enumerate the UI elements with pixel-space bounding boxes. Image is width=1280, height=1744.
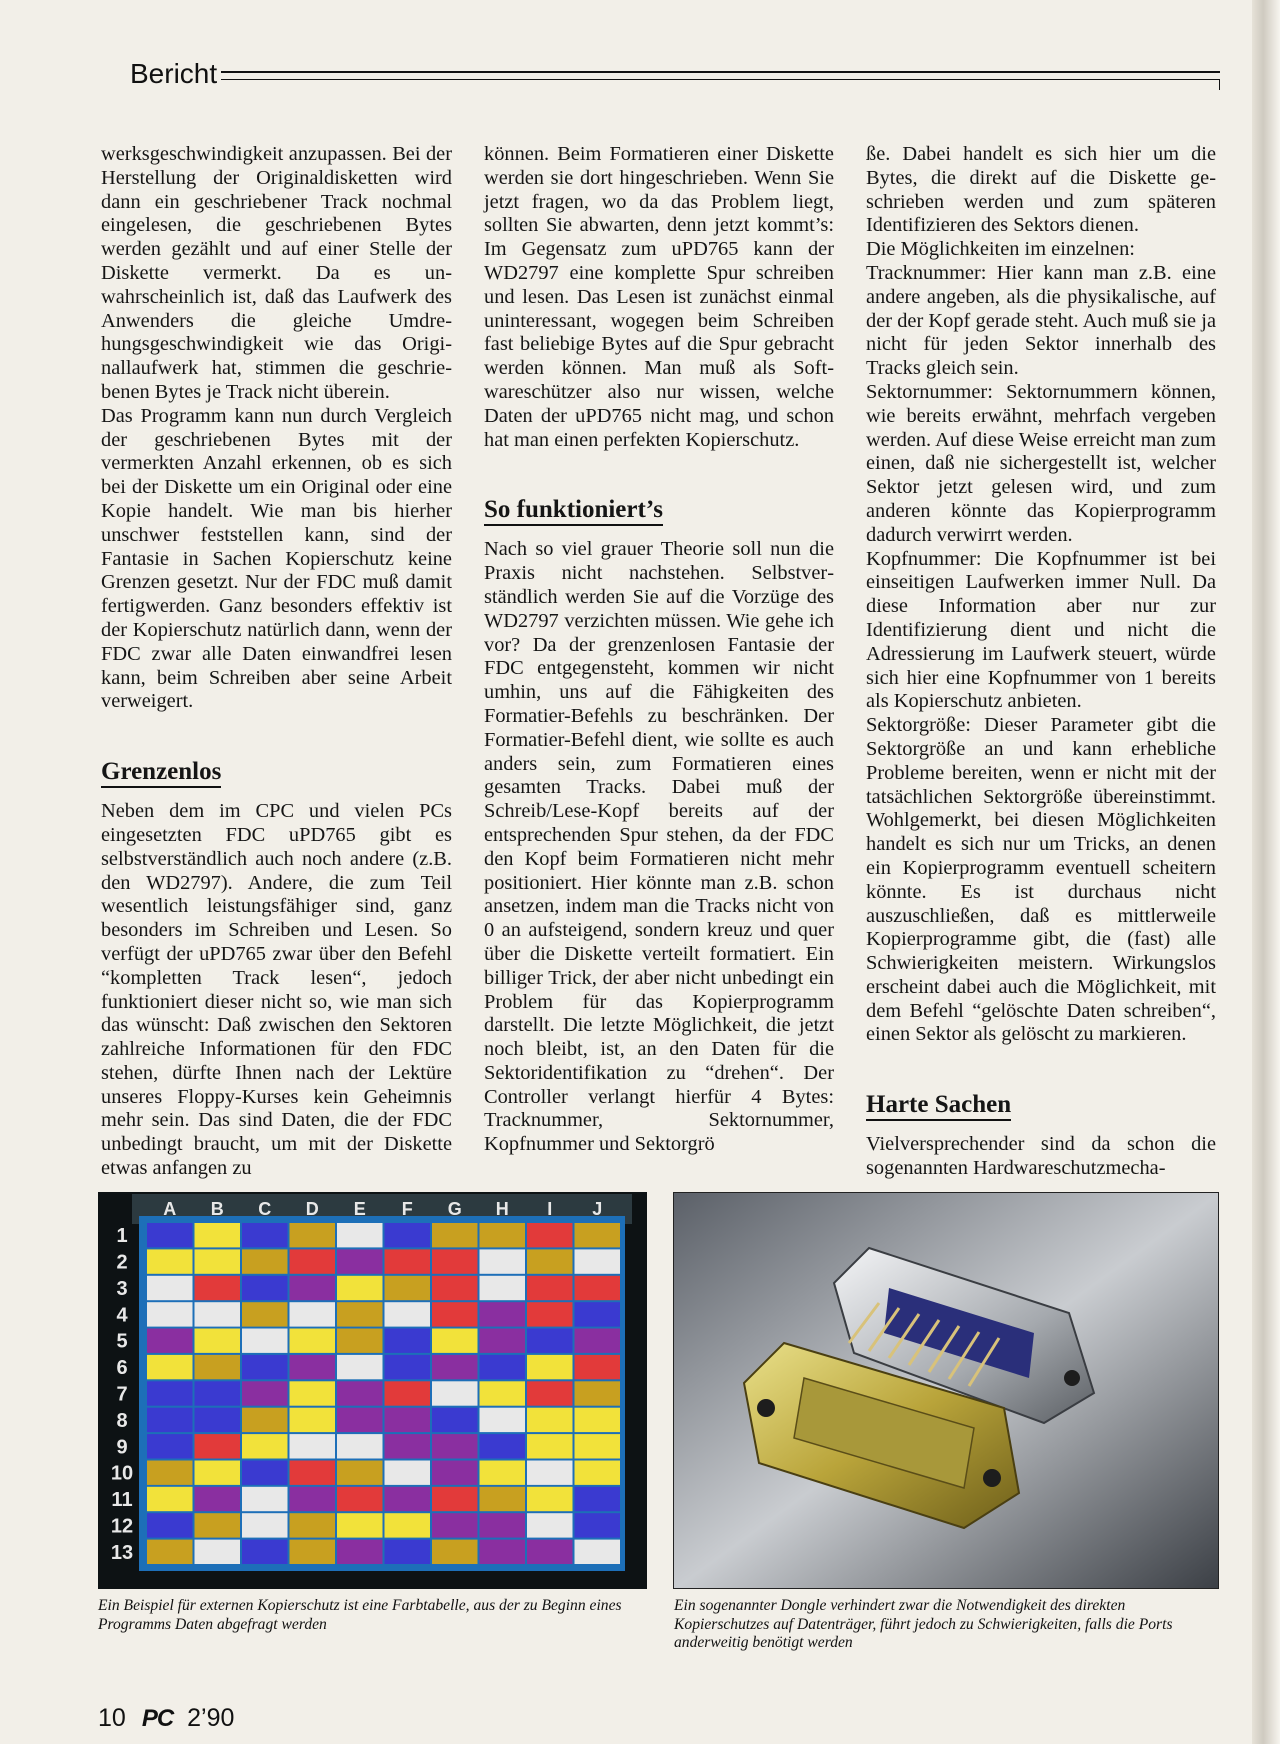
color-cell: [147, 1302, 193, 1326]
color-cell: [290, 1223, 336, 1247]
color-cell: [385, 1487, 431, 1511]
color-cell: [575, 1355, 621, 1379]
color-cell: [290, 1355, 336, 1379]
color-cell: [480, 1513, 526, 1537]
color-cell: [242, 1223, 288, 1247]
color-cell: [195, 1408, 241, 1432]
color-cell: [290, 1540, 336, 1564]
column-label: F: [401, 1199, 413, 1219]
color-cell: [242, 1329, 288, 1353]
col1-paragraph-1: werksgeschwindigkeit anzupassen. Bei der Herstellung der Originaldisketten wird dann ein geschriebener Track nochmal eingelesen, die geschriebenen Bytes werden gezählt und auf einer Stelle der Diskette vermerkt. Da es unwahrscheinlich ist, daß das Laufwerk des Anwenders die gleiche Umdrehungsgeschwindigkeit wie das Originallaufwerk hat, stimmen die geschriebenen Bytes je Track nicht überein.: [101, 143, 452, 403]
color-cell: [290, 1276, 336, 1300]
text-column-1: [101, 143, 452, 1181]
color-cell: [527, 1513, 573, 1537]
heading-grenzenlos: Grenzenlos: [101, 758, 221, 788]
row-label: 7: [116, 1383, 128, 1406]
row-label: 5: [116, 1330, 128, 1353]
color-cell: [337, 1249, 383, 1273]
color-cell: [527, 1302, 573, 1326]
color-cell: [432, 1355, 478, 1379]
color-cell: [242, 1540, 288, 1564]
color-cell: [575, 1408, 621, 1432]
color-cell: [575, 1276, 621, 1300]
color-cell: [195, 1540, 241, 1564]
color-cell: [527, 1381, 573, 1405]
color-cell: [147, 1381, 193, 1405]
text-column-2: [484, 143, 834, 1157]
column-label: B: [210, 1199, 224, 1219]
color-cell: [242, 1487, 288, 1511]
color-cell: [147, 1513, 193, 1537]
color-cell: [195, 1302, 241, 1326]
row-label: 2: [116, 1251, 128, 1274]
color-cell: [575, 1223, 621, 1247]
color-cell: [195, 1434, 241, 1458]
magazine-logo: PC: [141, 1705, 174, 1732]
color-cell: [147, 1276, 193, 1300]
page-number: 10: [98, 1704, 126, 1732]
color-cell: [147, 1540, 193, 1564]
color-cell: [480, 1355, 526, 1379]
color-cell: [575, 1461, 621, 1485]
color-cell: [337, 1408, 383, 1432]
color-cell: [432, 1513, 478, 1537]
column-label: E: [353, 1199, 366, 1219]
color-cell: [480, 1276, 526, 1300]
color-cell: [575, 1434, 621, 1458]
color-cell: [385, 1223, 431, 1247]
color-cell: [242, 1249, 288, 1273]
color-cell: [575, 1302, 621, 1326]
dongle-illustration: [674, 1193, 1219, 1589]
section-header: [98, 52, 1220, 92]
color-cell: [527, 1434, 573, 1458]
row-label: 3: [116, 1278, 128, 1300]
color-cell: [147, 1329, 193, 1353]
color-cell: [337, 1540, 383, 1564]
color-cell: [337, 1355, 383, 1379]
color-cell: [242, 1434, 288, 1458]
column-label: D: [305, 1199, 319, 1219]
col1-paragraph-3: Neben dem im CPC und vielen PCs eingesetzten FDC uPD765 gibt es selbstverständlich auch noch andere (z.B. den WD2797). Andere, die zum Teil wesentlich leistungsfähiger sind, ganz besonders im Schreiben und Lesen. So verfügt der uPD765 zwar über den Befehl “kompletten Track lesen“, jedoch funktioniert dieser nicht so, wie man sich das wünscht: Daß zwischen den Sektoren zahlreiche Informationen für den FDC stehen, dürfte Ihnen nach der Lektüre unseres Floppy-Kurses kein Geheimnis mehr sein. Das sind Daten, die der FDC unbedingt braucht, um mit der Diskette etwas anfangen zu: [101, 800, 452, 1180]
row-label: 1: [116, 1225, 128, 1248]
color-cell: [290, 1249, 336, 1273]
page-footer: [98, 1704, 234, 1733]
color-cell: [385, 1513, 431, 1537]
color-cell: [242, 1513, 288, 1537]
color-cell: [290, 1302, 336, 1326]
color-cell: [242, 1461, 288, 1485]
column-label: G: [447, 1199, 462, 1219]
color-table-figure: [98, 1192, 647, 1589]
color-cell: [385, 1276, 431, 1300]
color-cell: [242, 1381, 288, 1405]
col3-paragraph-4: Sektornummer: Sektornummern können, wie bereits erwähnt, mehrfach vergeben werden. Auf diese Weise erreicht man zum einen, daß nie sichergestellt ist, welcher Sektor jetzt gelesen wird, und zum anderen könnte das Kopierprogramm dadurch verwirrt werden.: [866, 380, 1216, 546]
color-cell: [432, 1408, 478, 1432]
color-table-grid: [98, 1192, 647, 1589]
page-edge: [1252, 0, 1280, 1744]
column-label: A: [163, 1199, 177, 1219]
header-rule-bottom: [98, 79, 1220, 90]
row-label: 8: [116, 1409, 128, 1432]
color-cell: [195, 1223, 241, 1247]
column-label: C: [258, 1199, 272, 1219]
color-cell: [480, 1540, 526, 1564]
color-cell: [337, 1487, 383, 1511]
color-cell: [290, 1434, 336, 1458]
color-cell: [527, 1223, 573, 1247]
color-cell: [337, 1461, 383, 1485]
color-cell: [480, 1408, 526, 1432]
color-cell: [337, 1276, 383, 1300]
color-cell: [147, 1461, 193, 1485]
color-cell: [575, 1513, 621, 1537]
color-cell: [385, 1302, 431, 1326]
color-cell: [432, 1302, 478, 1326]
col3-paragraph-6: Sektorgröße: Dieser Parameter gibt die Sektorgröße an und kann erhebliche Probleme bereiten, wenn er nicht mit der tatsächlichen Sektorgröße übereinstimmt. Wohlgemerkt, bei diesen Möglichkeiten handelt es sich nur um Tricks, an denen ein Kopierprogramm eventuell scheitern könnte. Es ist durchaus nicht auszuschließen, daß es mittlerweile Kopierprogramme gibt, die (fast) alle Schwierigkeiten meistern. Wirkungslos erscheint dabei auch die Möglichkeit, mit dem Befehl “gelöschte Daten schreiben“, einen Sektor als gelöscht zu markieren.: [866, 714, 1216, 1046]
color-cell: [147, 1223, 193, 1247]
col3-paragraph-1: ße. Dabei handelt es sich hier um die Bytes, die direkt auf die Diskette geschrieben werden und zum späteren Identifizieren des Sektors dienen.: [866, 143, 1216, 237]
color-cell: [575, 1540, 621, 1564]
color-cell: [432, 1276, 478, 1300]
color-cell: [432, 1461, 478, 1485]
color-cell: [290, 1381, 336, 1405]
color-cell: [195, 1513, 241, 1537]
col1-paragraph-2: Das Programm kann nun durch Vergleich der geschriebenen Bytes mit der vermerkten Anzahl erkennen, ob es sich bei der Diskette um ein Original oder eine Kopie handelt. Wie man bis hierher unschwer feststellen kann, sind der Fantasie in Sachen Kopierschutz keine Grenzen gesetzt. Nur der FDC muß damit fertigwerden. Ganz besonders effektiv ist der Kopierschutz natürlich dann, wenn der FDC zwar alle Daten einwandfrei lesen kann, beim Schreiben aber seine Arbeit verweigert.: [101, 404, 452, 713]
color-cell: [575, 1329, 621, 1353]
color-cell: [242, 1302, 288, 1326]
color-cell: [480, 1381, 526, 1405]
row-label: 13: [110, 1541, 134, 1564]
issue-number: 2’90: [187, 1704, 235, 1732]
color-cell: [385, 1434, 431, 1458]
color-cell: [432, 1434, 478, 1458]
color-cell: [290, 1408, 336, 1432]
color-cell: [385, 1540, 431, 1564]
dongle-photo-figure: [673, 1192, 1219, 1589]
color-cell: [527, 1540, 573, 1564]
column-label: J: [592, 1199, 603, 1219]
color-cell: [242, 1276, 288, 1300]
color-cell: [480, 1434, 526, 1458]
color-cell: [385, 1355, 431, 1379]
color-cell: [480, 1461, 526, 1485]
figure-1-caption: Ein Beispiel für externen Kopierschutz ist eine Farbtabelle, aus der zu Beginn eines Programms Daten abgefragt werden: [98, 1597, 622, 1633]
figure-2-caption: Ein sogenannter Dongle verhindert zwar die Notwendigkeit des direkten Kopierschutzes auf Datenträger, führt jedoch zu Schwierigkeiten, falls die Ports anderweitig benötigt werden: [674, 1597, 1173, 1652]
color-cell: [195, 1249, 241, 1273]
color-cell: [575, 1249, 621, 1273]
color-cell: [195, 1381, 241, 1405]
col3-paragraph-2: Die Möglichkeiten im einzelnen:: [866, 238, 1135, 261]
color-cell: [480, 1249, 526, 1273]
color-cell: [385, 1381, 431, 1405]
color-cell: [527, 1329, 573, 1353]
color-cell: [147, 1249, 193, 1273]
color-cell: [480, 1329, 526, 1353]
col2-paragraph-2: Nach so viel grauer Theorie soll nun die Praxis nicht nachstehen. Selbstverständlich werden Sie auf die Vorzüge des WD2797 verzichten müssen. Wie gehe ich vor? Da der grenzenlosen Fantasie der FDC entgegensteht, kommen wir nicht umhin, uns auf die Fähigkeiten des Formatier-Befehls zu beschränken. Der Formatier-Befehl dient, wie sollte es auch anders sein, zum Formatieren eines gesamten Tracks. Dabei muß der Schreib/Lese-Kopf bereits auf der entsprechenden Spur stehen, da der FDC den Kopf beim Formatieren nicht mehr positioniert. Hier könnte man z.B. schon ansetzen, indem man die Tracks nicht von 0 an aufsteigend, sondern kreuz und quer über die Diskette verteilt formatiert. Ein billiger Trick, der aber nicht unbedingt ein Problem für das Kopierprogramm darstellt. Die letzte Möglichkeit, die jetzt noch bleibt, ist, an den Daten für die Sektoridentifikation zu “drehen“. Der Controller verlangt hierfür 4 Bytes: Tracknummer, Sektornummer, Kopfnummer und Sektorgrö: [484, 538, 834, 1156]
color-cell: [337, 1381, 383, 1405]
color-cell: [385, 1461, 431, 1485]
color-cell: [432, 1487, 478, 1511]
color-cell: [527, 1408, 573, 1432]
color-cell: [527, 1461, 573, 1485]
color-cell: [432, 1249, 478, 1273]
color-cell: [432, 1223, 478, 1247]
color-cell: [527, 1249, 573, 1273]
color-cell: [337, 1302, 383, 1326]
color-cell: [575, 1381, 621, 1405]
color-cell: [337, 1329, 383, 1353]
color-cell: [432, 1540, 478, 1564]
col3-paragraph-5: Kopfnummer: Die Kopfnummer ist bei einseitigen Laufwerken immer Null. Da diese Information aber nur zur Identifizierung dient und nicht die Adressierung im Laufwerk steuert, würde sich hier eine Kopfnummer von 1 bereits als Kopierschutz anbieten.: [866, 547, 1216, 713]
color-cell: [290, 1513, 336, 1537]
color-cell: [337, 1223, 383, 1247]
color-cell: [147, 1487, 193, 1511]
column-label: H: [495, 1199, 509, 1219]
color-cell: [480, 1487, 526, 1511]
color-cell: [147, 1355, 193, 1379]
col2-paragraph-1: können. Beim Formatieren einer Diskette werden sie dort hingeschrieben. Wenn Sie jetzt fragen, wo da das Problem liegt, sollten Sie abwarten, denn jetzt kommt’s: Im Gegensatz zum uPD765 kann der WD2797 eine komplette Spur schreiben und lesen. Das Lesen ist zunächst einmal uninteressant, wogegen beim Schreiben fast beliebige Bytes auf die Spur gebracht werden können. Man muß als Softwareschützer also nur wissen, welche Daten der uPD765 nicht mag, und schon hat man einen perfekten Kopierschutz.: [484, 143, 834, 451]
text-column-3: [866, 143, 1216, 1181]
color-cell: [337, 1434, 383, 1458]
color-cell: [385, 1329, 431, 1353]
color-cell: [480, 1223, 526, 1247]
row-label: 11: [111, 1489, 133, 1511]
color-cell: [147, 1408, 193, 1432]
color-cell: [242, 1408, 288, 1432]
color-cell: [480, 1302, 526, 1326]
header-rule-top: [98, 71, 1220, 73]
color-cell: [575, 1487, 621, 1511]
color-cell: [432, 1329, 478, 1353]
color-cell: [242, 1355, 288, 1379]
row-label: 6: [116, 1357, 128, 1380]
color-cell: [195, 1329, 241, 1353]
color-cell: [337, 1513, 383, 1537]
row-label: 10: [110, 1462, 134, 1485]
color-cell: [385, 1408, 431, 1432]
row-label: 9: [116, 1436, 128, 1459]
column-label: I: [547, 1199, 553, 1219]
row-label: 12: [110, 1515, 134, 1538]
color-cell: [195, 1487, 241, 1511]
color-cell: [432, 1381, 478, 1405]
color-cell: [290, 1461, 336, 1485]
col3-paragraph-3: Tracknummer: Hier kann man z.B. eine andere angeben, als die physikalische, auf der der Kopf gerade steht. Auch muß sie ja nicht für jeden Sektor innerhalb des Tracks gleich sein.: [866, 261, 1216, 380]
color-cell: [195, 1276, 241, 1300]
color-cell: [385, 1249, 431, 1273]
color-cell: [195, 1461, 241, 1485]
row-label: 4: [116, 1304, 128, 1327]
section-title: Bericht: [98, 58, 221, 90]
color-cell: [195, 1355, 241, 1379]
color-cell: [527, 1355, 573, 1379]
color-cell: [290, 1329, 336, 1353]
heading-so-funktionierts: So funktioniert’s: [484, 496, 663, 526]
color-cell: [147, 1434, 193, 1458]
heading-harte-sachen: Harte Sachen: [866, 1091, 1011, 1121]
col3-paragraph-7: Vielversprechender sind da schon die sogenannten Hardwareschutzmecha-: [866, 1133, 1216, 1180]
color-cell: [527, 1276, 573, 1300]
color-cell: [290, 1487, 336, 1511]
color-cell: [527, 1487, 573, 1511]
